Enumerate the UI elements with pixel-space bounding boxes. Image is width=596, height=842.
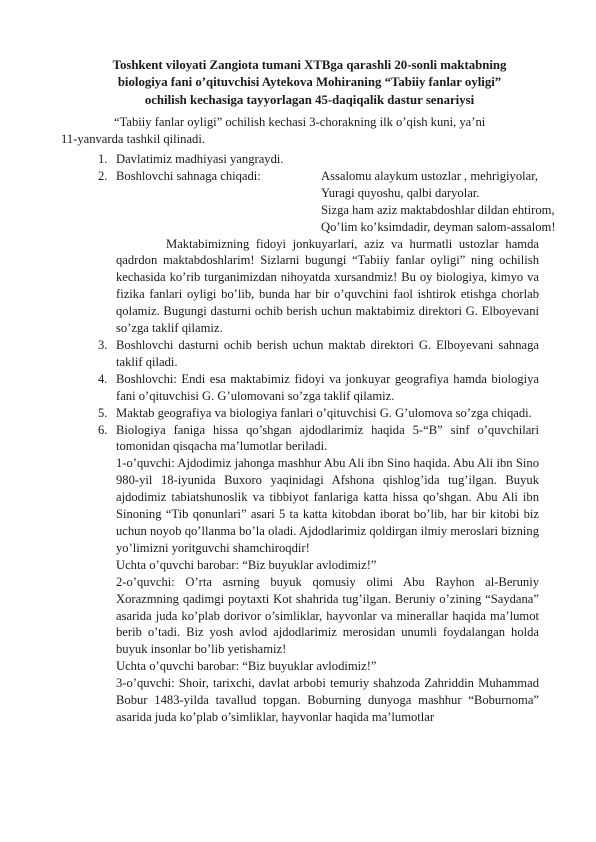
intro-paragraph [61, 114, 539, 148]
item-number: 4. [98, 371, 108, 386]
chorus-line: Uchta o’quvchi barobar: “Biz buyuklar avlodimiz!” [116, 557, 377, 572]
program-list [80, 151, 556, 726]
program-item-4 [80, 371, 539, 405]
program-item-1 [80, 151, 539, 168]
intro-text-b: 11-yanvarda tashkil qilinadi. [61, 132, 205, 147]
title-line-1: Toshkent viloyati Zangiota tumani XTBga qarashli 20-sonli maktabning [112, 58, 507, 72]
student-1-speech: 1-o’quvchi: Ajdodimiz jahonga mashhur Abu Ali ibn Sino haqida. Abu Ali ibn Sino 980-yil 18-iyunida Buxoro yaqinidagi Afshona qishlog’ida tug’ilgan. Buyuk ajdodimiz tabiatshunoslik va tibbiyot fanlariga katta hissa qo’shgan. Abu Ali ibn Sinoning “Tib qonunlari” asari 5 ta katta kitobdan iborat bo’lib, har bir kitobi biz uchun noyob qo’llanma bo’la oladi. Ajdodlarimiz qoldirgan ilmiy meroslari bizning yo’limizni yoritguvchi shamchiroqdir! [116, 456, 539, 555]
chorus-line: Uchta o’quvchi barobar: “Biz buyuklar avlodimiz!” [116, 659, 377, 674]
item-number: 6. [98, 422, 108, 437]
program-item-5 [80, 405, 539, 422]
item-number: 3. [98, 338, 108, 352]
item-number: 2. [98, 168, 108, 183]
document-title [80, 57, 539, 109]
item-text: Maktab geografiya va biologiya fanlari o’qituvchisi G. G’ulomova so’zga chiqadi. [116, 405, 532, 420]
item-number: 5. [98, 405, 108, 420]
intro-text-a: “Tabiiy fanlar oyligi” ochilish kechasi 3-chorakning ilk o’qish kuni, ya’ni [114, 115, 486, 130]
poem-line-4: Qo’lim ko’ksimdadir, deyman salom-assalom! [321, 219, 556, 234]
title-line-2: biologiya fani o’qituvchisi Aytekova Mohiraning “Tabiiy fanlar oyligi” [117, 75, 502, 90]
item-text: Boshlovchi dasturni ochib berish uchun maktab direktori G. Elboyevani sahnaga taklif qiladi. [116, 338, 539, 369]
title-line-3: ochilish kechasiga tayyorlagan 45-daqiqalik dastur senariysi [144, 92, 475, 107]
item-text: Biologiya faniga hissa qo’shgan ajdodlarimiz haqida 5-“B” sinf o’quvchilari tomonidan qisqacha ma’lumotlar beriladi. [116, 422, 539, 454]
poem-line-3: Sizga ham aziz maktabdoshlar dildan ehtirom, [321, 202, 555, 217]
greeting-row [116, 168, 539, 185]
host-speech: Maktabimizning fidoyi jonkuyarlari, aziz va hurmatli ustozlar hamda qadrdon maktabdoshlarim! Sizlarni bugungi “Tabiiy fanlar oyligi” ning ochilish kechasida ko’rib turganimizdan nihoyatda xursandmiz! Bu oy biologiya, kimyo va fizika fanlari oyligi bo’lib, bunda har bir o’quvchini faol ishtirok etishga chorlab qolamiz. Bugungi dasturni ochib berish uchun maktabimiz direktori G. Elboyevani so’zga taklif qilamiz. [116, 236, 539, 336]
program-item-2 [80, 168, 556, 337]
item-text: Boshlovchi: Endi esa maktabimiz fidoyi va jonkuyar geografiya hamda biologiya fani o’qituvchisi G. G’ulomovani so’zga taklif qilamiz. [116, 371, 539, 403]
item-text: Davlatimiz madhiyasi yangraydi. [116, 152, 284, 167]
greeting-poem [321, 185, 556, 236]
item-number: 1. [98, 152, 108, 167]
program-item-6 [80, 422, 539, 726]
program-item-3 [80, 337, 539, 371]
student-2-speech: 2-o’quvchi: O’rta asrning buyuk qomusiy olimi Abu Rayhon al-Beruniy Xorazmning qadimgi poytaxti Kot shahrida tug’ilgan. Beruniy o’zining “Saydana” asarida juda ko’plab dorivor o’simliklar, hayvonlar va minerallar haqida ma’lumot berib o’tadi. Biz yosh avlod ajdodlarimiz merosidan unumli foydalangan holda buyuk insonlar bo’lib yetishamiz! [116, 574, 539, 657]
poem-line-1: Assalomu alaykum ustozlar , mehrigiyolar, [321, 168, 539, 183]
host-label: Boshlovchi sahnaga chiqadi: [116, 168, 261, 183]
student-3-speech: 3-o’quvchi: Shoir, tarixchi, davlat arbobi temuriy shahzoda Zahriddin Muhammad Bobur 1483-yilda tavallud topgan. Boburning dunyoga mashhur “Boburnoma” asarida juda ko’plab o’simliklar, hayvonlar haqida ma’lumotlar [116, 676, 539, 724]
poem-line-2: Yuragi quyoshu, qalbi daryolar. [321, 185, 480, 200]
